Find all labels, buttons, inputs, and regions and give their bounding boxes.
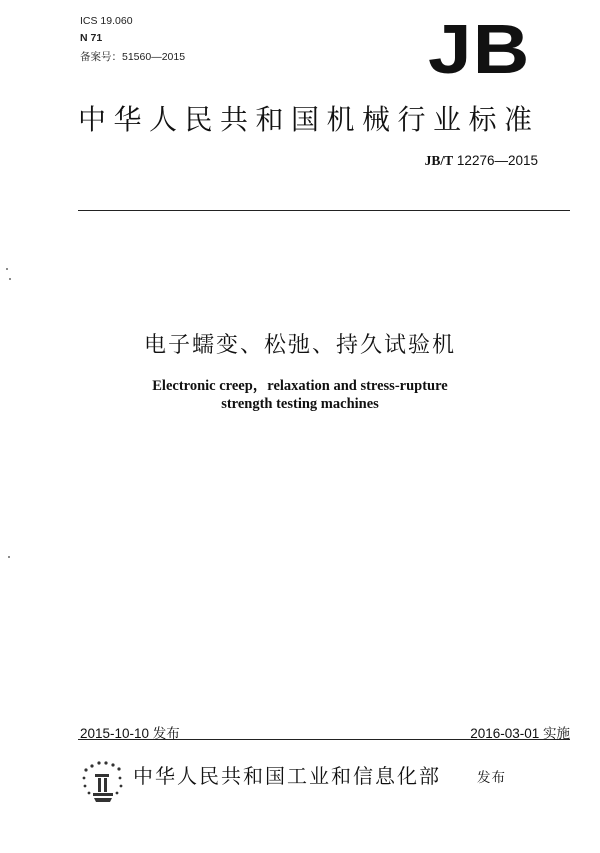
jb-logo: JB bbox=[428, 10, 531, 88]
top-divider bbox=[78, 210, 570, 211]
scan-speck bbox=[9, 278, 11, 280]
implementation-date: 2016-03-01 实施 bbox=[470, 726, 570, 741]
ministry-emblem-icon bbox=[80, 756, 130, 806]
issuing-authority-suffix: 发布 bbox=[477, 770, 506, 786]
document-title-english-line1: Electronic creep，relaxation and stress-rupture bbox=[152, 378, 448, 394]
document-title-chinese: 电子蠕变、松弛、持久试验机 bbox=[143, 333, 456, 358]
standard-code-number: 12276—2015 bbox=[453, 153, 538, 168]
issuing-authority: 中华人民共和国工业和信息化部 bbox=[133, 764, 441, 788]
ics-code: ICS 19.060 bbox=[80, 15, 133, 27]
document-title-english-line2: strength testing machines bbox=[221, 396, 379, 412]
ccs-code: N 71 bbox=[80, 32, 103, 44]
scan-speck bbox=[8, 556, 10, 558]
standard-code bbox=[425, 153, 538, 169]
record-number bbox=[80, 49, 185, 64]
bottom-divider bbox=[78, 739, 570, 740]
standard-code-prefix: JB/T bbox=[424, 153, 454, 168]
issue-date: 2015-10-10 发布 bbox=[80, 726, 180, 741]
scan-speck bbox=[6, 268, 8, 270]
standard-category-title: 中华人民共和国机械行业标准 bbox=[78, 103, 540, 136]
record-label: 备案号： bbox=[80, 51, 122, 63]
record-value: 51560—2015 bbox=[122, 51, 186, 63]
